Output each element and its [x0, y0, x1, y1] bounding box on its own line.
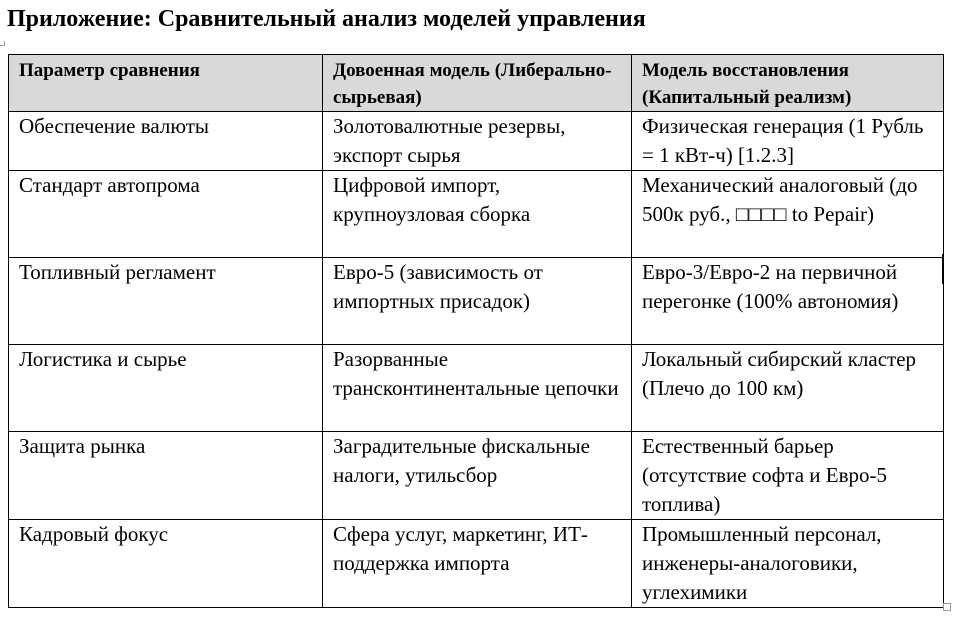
column-resize-marker[interactable]	[942, 254, 943, 284]
cell-text: Кадровый фокус	[19, 522, 169, 546]
cell-text: Золотовалютные резервы, экспорт сырья	[333, 114, 566, 167]
table-cell[interactable]	[632, 345, 944, 432]
cell-text: Цифровой импорт, крупноузловая сборка	[333, 173, 531, 226]
table-cell[interactable]	[9, 171, 323, 258]
cell-text: Евро-3/Евро-2 на первичной перегонке (100% автономия)	[642, 260, 899, 313]
cell-text: Топливный регламент	[19, 260, 216, 284]
header-label: Довоенная модель (Либерально-сырьевая)	[333, 60, 612, 108]
cell-text: Механический аналоговый (до 500к руб., □□□□ to Pepair)	[642, 173, 918, 226]
cell-text: Стандарт автопрома	[19, 173, 200, 197]
cell-text: Евро-5 (зависимость от импортных присадок)	[333, 260, 543, 313]
table-cell[interactable]	[323, 171, 632, 258]
table-cell[interactable]	[9, 345, 323, 432]
table-cell[interactable]	[632, 171, 944, 258]
header-label: Параметр сравнения	[19, 60, 200, 81]
header-cell-parameter[interactable]	[9, 55, 323, 112]
table-cell[interactable]	[9, 258, 323, 345]
table-row	[9, 258, 944, 345]
table-resize-handle[interactable]	[943, 603, 951, 611]
table-cell[interactable]	[323, 258, 632, 345]
table-cell[interactable]	[632, 258, 944, 345]
table-cell[interactable]	[9, 432, 323, 520]
table-cell[interactable]	[632, 432, 944, 520]
table-cell[interactable]	[323, 520, 632, 608]
cell-text: Промышленный персонал, инженеры-аналоговики, углехимики	[642, 522, 882, 604]
table-cell[interactable]	[323, 432, 632, 520]
table-cell[interactable]	[323, 345, 632, 432]
table-row	[9, 432, 944, 520]
table-cell[interactable]	[9, 520, 323, 608]
table-row	[9, 112, 944, 171]
table-header-row	[9, 55, 944, 112]
table-cell[interactable]	[632, 520, 944, 608]
cell-text: Физическая генерация (1 Рубль = 1 кВт-ч) [1.2.3]	[642, 114, 924, 167]
header-label: Модель восстановления (Капитальный реализм)	[642, 60, 852, 108]
header-cell-recovery-model[interactable]	[632, 55, 944, 112]
table-cell[interactable]	[632, 112, 944, 171]
table-cell[interactable]	[323, 112, 632, 171]
cell-text: Локальный сибирский кластер (Плечо до 100 км)	[642, 347, 917, 400]
comparison-table	[8, 54, 944, 608]
table-row	[9, 345, 944, 432]
header-cell-prewar-model[interactable]	[323, 55, 632, 112]
cell-text: Естественный барьер (отсутствие софта и Евро-5 топлива)	[642, 434, 888, 516]
table-cell[interactable]	[9, 112, 323, 171]
cell-text: Сфера услуг, маркетинг, ИТ-поддержка импорта	[333, 522, 588, 575]
cell-text: Защита рынка	[19, 434, 146, 458]
page-title: Приложение: Сравнительный анализ моделей управления	[7, 6, 646, 32]
table-row	[9, 171, 944, 258]
cell-text: Заградительные фискальные налоги, утильсбор	[333, 434, 590, 487]
table-row	[9, 520, 944, 608]
cell-text: Обеспечение валюты	[19, 114, 210, 138]
cell-text: Логистика и сырье	[19, 347, 187, 371]
cell-text: Разорванные трансконтинентальные цепочки	[333, 347, 619, 400]
table-move-handle[interactable]	[0, 41, 5, 46]
